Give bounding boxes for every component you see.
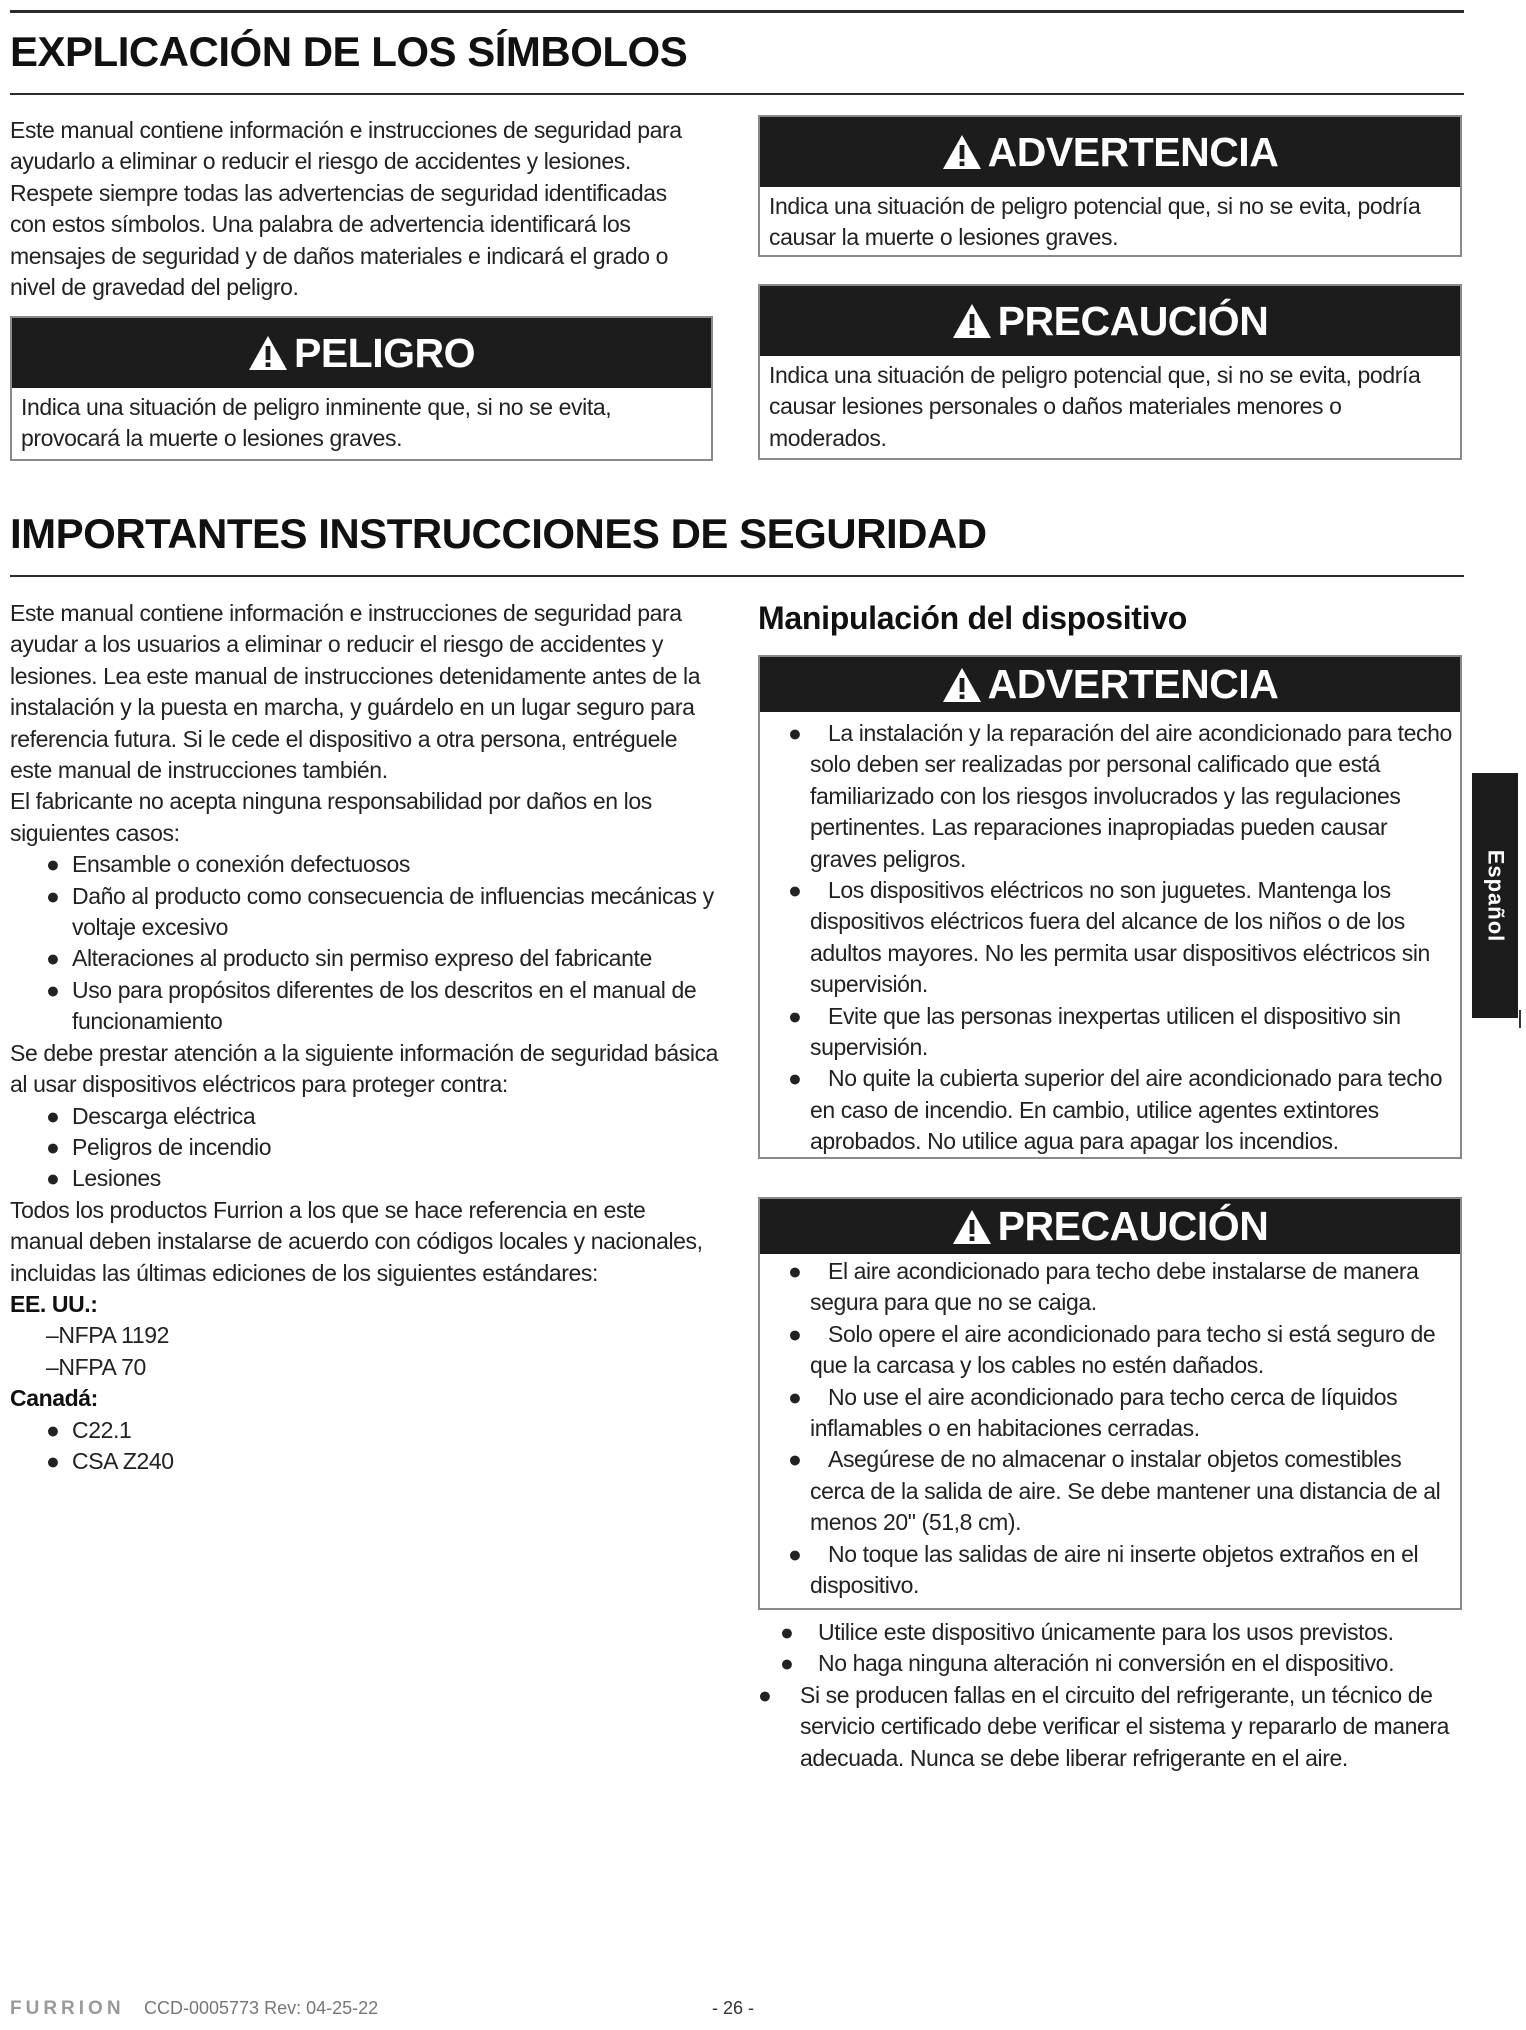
bullet-icon: ● — [788, 1065, 802, 1092]
precaucion-def-label: PRECAUCIÓN — [997, 297, 1269, 344]
handling-title: Manipulación del dispositivo — [758, 600, 1187, 636]
advertencia-def-label: ADVERTENCIA — [987, 128, 1279, 175]
page-number: - 26 - — [712, 1998, 755, 2018]
bullet-icon: ● — [46, 1416, 60, 1443]
precaucion-def-header — [760, 286, 1460, 356]
list-item: ● Peligros de incendio — [54, 1132, 722, 1163]
peligro-text: Indica una situación de peligro inminente que, si no se evita, provocará la muerte o lesiones graves. — [21, 394, 612, 452]
list-item: ● No toque las salidas de aire ni inserte objetos extraños en el dispositivo. — [788, 1540, 1419, 1599]
bullet-icon: ● — [788, 1320, 802, 1347]
warning-triangle-icon — [952, 1209, 992, 1245]
side-tab-mark — [1519, 1010, 1521, 1028]
list-item: ● Asegúrese de no almacenar o instalar objetos comestibles cerca de la salida de aire. Se debe mantener una distancia de al menos 20" (51,8 cm). — [788, 1446, 1441, 1536]
usa-label: EE. UU.: — [10, 1290, 98, 1317]
bullet-icon: ● — [788, 1383, 802, 1410]
handling-advertencia-box — [758, 655, 1462, 1159]
bullet-icon: ● — [788, 877, 802, 904]
handling-precaucion-box — [758, 1197, 1462, 1610]
list-item: ● Si se producen fallas en el circuito del refrigerante, un técnico de servicio certificado debe verificar el sistema y repararlo de manera adecuada. Nunca se debe liberar refrigerante en el aire. — [758, 1681, 1450, 1771]
bullet-icon: ● — [46, 1133, 60, 1160]
handling-advertencia-label: ADVERTENCIA — [987, 661, 1279, 707]
advertencia-def-text: Indica una situación de peligro potencial que, si no se evita, podría causar la muerte o lesiones graves. — [769, 193, 1421, 251]
handling-precaucion-header — [760, 1199, 1460, 1254]
symbols-intro: Este manual contiene información e instrucciones de seguridad para ayudarlo a eliminar o reducir el riesgo de accidentes y lesiones. Respete siempre todas las advertencias de seguridad identificadas con estos símbolos. Una palabra de advertencia identificará los mensajes de seguridad y de daños materiales e indicará el grado o nivel de gravedad del peligro. — [10, 117, 682, 301]
safety-intro: Este manual contiene información e instrucciones de seguridad para ayudar a los usuarios a eliminar o reducir el riesgo de accidentes y lesiones. Lea este manual de instrucciones detenidamente antes de la instalación y la puesta en marcha, y guárdelo en un lugar seguro para referencia futura. Si le cede el dispositivo a otra persona, entréguele este manual de instrucciones también. — [10, 600, 701, 784]
bullet-icon: ● — [780, 1650, 794, 1677]
codes-text: Todos los productos Furrion a los que se hace referencia en este manual deben instalarse de acuerdo con códigos locales y nacionales, incluidas las últimas ediciones de los siguientes estándares: — [10, 1196, 703, 1286]
handling-advertencia-body — [760, 712, 1460, 1162]
bullet-icon: ● — [758, 1681, 772, 1708]
usa-code-2: –NFPA 70 — [46, 1353, 146, 1380]
advertencia-list — [788, 718, 1456, 1158]
list-item: ● CSA Z240 — [54, 1446, 722, 1477]
list-item: ● Alteraciones al producto sin permiso expreso del fabricante — [54, 943, 722, 974]
bullet-icon: ● — [788, 1446, 802, 1473]
safety-left-column — [10, 598, 722, 1477]
peligro-label: PELIGRO — [293, 329, 476, 376]
advertencia-def-box — [758, 115, 1462, 257]
usa-code-1: –NFPA 1192 — [46, 1322, 170, 1349]
list-item: ● Descarga eléctrica — [54, 1101, 722, 1132]
list-item: ● Solo opere el aire acondicionado para techo si está seguro de que la carcasa y los cables no estén dañados. — [788, 1320, 1436, 1379]
liability-intro: El fabricante no acepta ninguna responsabilidad por daños en los siguientes casos: — [10, 788, 652, 846]
warning-triangle-icon — [248, 335, 288, 371]
warning-triangle-icon — [942, 134, 982, 170]
handling-precaucion-label: PRECAUCIÓN — [997, 1203, 1269, 1249]
list-item: ● No use el aire acondicionado para techo cerca de líquidos inflamables o en habitaciones cerradas. — [788, 1383, 1398, 1442]
bullet-icon: ● — [788, 1258, 802, 1284]
bullet-icon: ● — [46, 1102, 60, 1129]
bullet-icon: ● — [46, 882, 60, 909]
hazard-list — [10, 1101, 722, 1195]
extra-list — [758, 1617, 1458, 1680]
canada-list — [10, 1415, 722, 1478]
peligro-header — [12, 318, 711, 388]
list-item: ● Ensamble o conexión defectuosos — [54, 849, 722, 880]
bullet-icon: ● — [788, 720, 802, 746]
handling-extra-notes — [758, 1617, 1458, 1774]
bullet-icon: ● — [788, 1002, 802, 1029]
refrigerant-list — [758, 1680, 1458, 1774]
list-item: ● Uso para propósitos diferentes de los descritos en el manual de funcionamiento — [46, 976, 697, 1035]
bullet-icon: ● — [46, 976, 60, 1003]
section-title-rule — [10, 575, 1464, 577]
list-item: ● El aire acondicionado para techo debe instalarse de manera segura para que no se caiga. — [788, 1258, 1419, 1316]
section-title-safety: IMPORTANTES INSTRUCCIONES DE SEGURIDAD — [10, 510, 987, 557]
precaucion-list — [788, 1256, 1456, 1601]
advertencia-def-header — [760, 117, 1460, 187]
precaucion-def-box — [758, 284, 1462, 460]
language-tab-label: Español — [1483, 849, 1509, 942]
bullet-icon: ● — [46, 851, 60, 878]
canada-label: Canadá: — [10, 1385, 98, 1412]
bullet-icon: ● — [780, 1619, 794, 1645]
bullet-icon: ● — [788, 1540, 802, 1567]
list-item: ● C22.1 — [54, 1415, 722, 1446]
top-rule — [10, 10, 1464, 13]
warning-triangle-icon — [942, 667, 982, 703]
handling-precaucion-body — [760, 1254, 1460, 1605]
list-item: ● Los dispositivos eléctricos no son juguetes. Mantenga los dispositivos eléctricos fuera del alcance de los niños o de los adultos mayores. No les permita usar dispositivos eléctricos sin supervisión. — [788, 877, 1430, 998]
section-title-rule — [10, 93, 1464, 95]
bullet-icon: ● — [46, 945, 60, 972]
safety-basics-intro: Se debe prestar atención a la siguiente información de seguridad básica al usar dispositivos eléctricos para proteger contra: — [10, 1039, 719, 1098]
precaucion-def-text: Indica una situación de peligro potencial que, si no se evita, podría causar lesiones personales o daños materiales menores o moderados. — [769, 362, 1421, 451]
list-item: ● Daño al producto como consecuencia de influencias mecánicas y voltaje excesivo — [46, 882, 714, 941]
list-item: ● Lesiones — [54, 1163, 722, 1194]
list-item: ● La instalación y la reparación del aire acondicionado para techo solo deben ser realizadas por personal calificado que está familiarizado con los riesgos involucrados y las regulaciones pertinentes. Las reparaciones inapropiadas pueden causar graves peligros. — [788, 720, 1452, 872]
footer-doc-number: CCD-0005773 Rev: 04-25-22 — [144, 1998, 379, 2018]
handling-advertencia-header — [760, 657, 1460, 712]
list-item: ● No haga ninguna alteración ni conversión en el dispositivo. — [818, 1648, 1458, 1679]
language-tab — [1472, 773, 1518, 1018]
bullet-icon: ● — [46, 1165, 60, 1192]
liability-list — [10, 849, 722, 1037]
footer-brand: FURRION — [10, 1998, 125, 2019]
peligro-box — [10, 316, 713, 461]
section-title-symbols: EXPLICACIÓN DE LOS SÍMBOLOS — [10, 28, 688, 75]
warning-triangle-icon — [952, 303, 992, 339]
list-item: ● No quite la cubierta superior del aire acondicionado para techo en caso de incendio. En cambio, utilice agentes extintores aprobados. No utilice agua para apagar los incendios. — [788, 1065, 1443, 1155]
list-item: ● Utilice este dispositivo únicamente para los usos previstos. — [818, 1617, 1458, 1648]
list-item: ● Evite que las personas inexpertas utilicen el dispositivo sin supervisión. — [788, 1002, 1401, 1061]
bullet-icon: ● — [46, 1447, 60, 1474]
